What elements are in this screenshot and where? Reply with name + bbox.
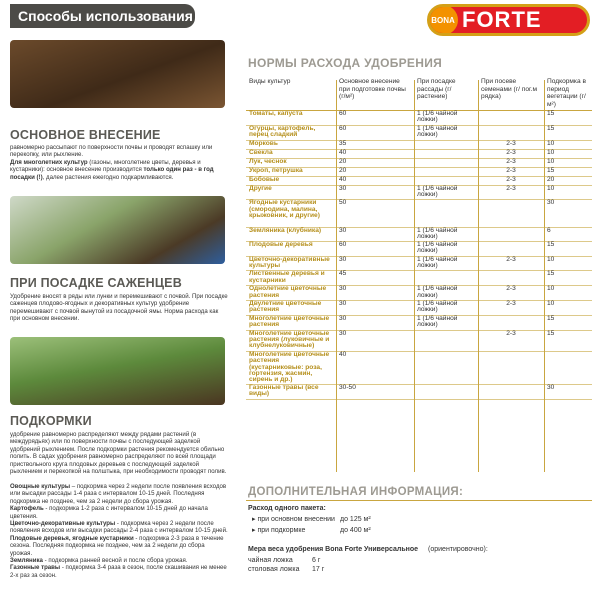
crop-name: Многолетние цветочные растения (луковичные и клубнелуковичные): [246, 330, 336, 351]
norms-row: [246, 286, 592, 301]
basic-rate: 40: [336, 176, 414, 185]
basic-text: равномерно рассыпают по поверхности почвы и проводят вспашку или перекопку, или рыхление. Для многолетних культур (газоны, многолетние цветы, деревья и кустарники): основное внесение производится только один раз - в год посадки (!), далее растения ежегодно подкармливаются.: [10, 144, 214, 181]
norms-row: [246, 300, 592, 315]
sowing-rate: [478, 384, 544, 399]
feeding-rate: 10: [544, 185, 592, 200]
additional-title: ДОПОЛНИТЕЛЬНАЯ ИНФОРМАЦИЯ:: [248, 486, 464, 498]
norms-row: [246, 227, 592, 241]
crop-name: Многолетние цветочные растения (кустарниковые: роза, гортензия, жасмин, сирень и др.): [246, 351, 336, 384]
basic-rate: 50: [336, 200, 414, 228]
tablespoon-value: 17 г: [312, 566, 325, 573]
basic-rate: 30: [336, 330, 414, 351]
feeding-rate: 30: [544, 384, 592, 399]
basic-rate: 60: [336, 111, 414, 126]
teaspoon-value: 6 г: [312, 557, 321, 564]
feeding-rate: 15: [544, 111, 592, 126]
crop-name: Свекла: [246, 149, 336, 158]
sowing-rate: [478, 111, 544, 126]
brand-name: FORTE: [462, 7, 542, 32]
header-title: Способы использования: [18, 8, 193, 24]
feeding-rate: 6: [544, 227, 592, 241]
feeding-rate: 10: [544, 300, 592, 315]
feeding-rate: 15: [544, 167, 592, 176]
feeding-items: [10, 483, 228, 579]
sowing-rate: 2-3: [478, 140, 544, 149]
norms-row: [246, 125, 592, 140]
basic-rate: 30-50: [336, 384, 414, 399]
basic-rate: 35: [336, 140, 414, 149]
feeding-rate: 10: [544, 140, 592, 149]
seedling-photo: [10, 196, 225, 264]
brand-logo: [427, 4, 590, 36]
crop-name: Цветочно-декоративные культуры: [246, 256, 336, 271]
norms-row: [246, 111, 592, 126]
norms-row: [246, 158, 592, 167]
feeding-rate: 15: [544, 271, 592, 286]
crop-name: Двулетние цветочные растения: [246, 300, 336, 315]
basic-rate: 40: [336, 149, 414, 158]
planting-rate: 1 (1/6 чайной ложки): [414, 227, 478, 241]
planting-rate: 1 (1/6 чайной ложки): [414, 241, 478, 256]
crop-name: Морковь: [246, 140, 336, 149]
norms-row: [246, 271, 592, 286]
planting-rate: 1 (1/6 чайной ложки): [414, 185, 478, 200]
sowing-rate: 2-3: [478, 286, 544, 301]
measure-heading: Мера веса удобрения Bona Forte Универсальное (ориентировочно):: [248, 546, 488, 553]
sowing-rate: [478, 241, 544, 256]
planting-rate: 1 (1/6 чайной ложки): [414, 111, 478, 126]
basic-rate: 20: [336, 167, 414, 176]
pack-usage-feeding-value: до 400 м²: [340, 527, 371, 534]
sowing-rate: 2-3: [478, 167, 544, 176]
crop-name: Лук, чеснок: [246, 158, 336, 167]
pack-usage-basic-value: до 125 м²: [340, 516, 371, 523]
feeding-rate: 10: [544, 256, 592, 271]
norms-row: [246, 140, 592, 149]
crop-name: Томаты, капуста: [246, 111, 336, 126]
table-divider: [336, 80, 337, 472]
teaspoon-label: чайная ложка: [248, 557, 293, 564]
sowing-rate: 2-3: [478, 158, 544, 167]
planting-rate: 1 (1/6 чайной ложки): [414, 315, 478, 330]
planting-rate: 1 (1/6 чайной ложки): [414, 300, 478, 315]
norms-row: [246, 315, 592, 330]
norms-row: [246, 185, 592, 200]
feeding-rate: 10: [544, 149, 592, 158]
sowing-rate: 2-3: [478, 330, 544, 351]
feeding-text: удобрение равномерно распределяют между рядами растений (в междурядьях) или по поверхности почвы с последующей заделкой удобрений рыхлением. После подкормки растения рекомендуется обильно полить. В садах удобрения равномерно распределяют по всей площади приствольного круга плодовых деревьев с последующей заделкой рыхлением и перекопкой на полштыка, при необходимости проводят полив.: [10, 431, 227, 476]
feeding-rate: 30: [544, 200, 592, 228]
sowing-rate: [478, 351, 544, 384]
basic-rate: 30: [336, 300, 414, 315]
sowing-rate: [478, 315, 544, 330]
basic-rate: 30: [336, 185, 414, 200]
tomato-plant-photo: [10, 337, 225, 405]
norms-row: [246, 176, 592, 185]
basic-rate: 30: [336, 256, 414, 271]
norms-header-cell: При посеве семенами (г/ пог.м рядка): [478, 76, 544, 111]
table-divider: [414, 80, 415, 472]
feeding-item: Картофель - подкормка 1-2 раза с интервалом 10-15 дней до начала цветения.: [10, 505, 208, 520]
crop-name: Ягодные кустарники (смородина, малина, крыжовник, и другие): [246, 200, 336, 228]
feeding-rate: [544, 351, 592, 384]
sowing-rate: 2-3: [478, 149, 544, 158]
feeding-rate: 15: [544, 125, 592, 140]
feeding-item: Газонные травы - подкормка 3-4 раза в сезон, после скашивания не менее 2-х раз за сезон.: [10, 564, 227, 579]
sowing-rate: 2-3: [478, 185, 544, 200]
planting-rate: [414, 200, 478, 228]
crop-name: Газонные травы (все виды): [246, 384, 336, 399]
sowing-rate: 2-3: [478, 300, 544, 315]
crop-name: Другие: [246, 185, 336, 200]
basic-rate: 20: [336, 158, 414, 167]
crop-name: Плодовые деревья: [246, 241, 336, 256]
sowing-rate: [478, 271, 544, 286]
basic-rate: 40: [336, 351, 414, 384]
basic-rate: 45: [336, 271, 414, 286]
crop-name: Земляника (клубника): [246, 227, 336, 241]
crop-name: Однолетние цветочные растения: [246, 286, 336, 301]
norms-row: [246, 167, 592, 176]
table-divider: [544, 80, 545, 472]
planting-rate: [414, 140, 478, 149]
planting-rate: 1 (1/6 чайной ложки): [414, 286, 478, 301]
basic-rate: 60: [336, 125, 414, 140]
norms-row: [246, 384, 592, 399]
feeding-item: Плодовые деревья, ягодные кустарники - подкормка 2-3 раза в течение сезона. Последняя подкормка не позднее, чем за 2 недели до сбора урожая.: [10, 534, 224, 557]
pack-usage: Расход одного пакета:: [248, 505, 326, 512]
sowing-rate: 2-3: [478, 256, 544, 271]
planting-rate: [414, 158, 478, 167]
norms-title: НОРМЫ РАСХОДА УДОБРЕНИЯ: [248, 56, 443, 70]
sowing-rate: [478, 227, 544, 241]
pack-usage-feeding: ▸ при подкормке: [252, 527, 306, 534]
planting-rate: [414, 149, 478, 158]
crop-name: Лиственные деревья и кустарники: [246, 271, 336, 286]
norms-header-cell: Подкормка в период вегетации (г/м²): [544, 76, 592, 111]
planting-title: ПРИ ПОСАДКЕ САЖЕНЦЕВ: [10, 276, 182, 290]
norms-header-row: [246, 76, 592, 111]
crop-name: Укроп, петрушка: [246, 167, 336, 176]
tablespoon-label: столовая ложка: [248, 566, 300, 573]
feeding-rate: 10: [544, 158, 592, 167]
planting-rate: 1 (1/6 чайной ложки): [414, 256, 478, 271]
norms-table: [246, 76, 592, 400]
basic-rate: 60: [336, 241, 414, 256]
crop-name: Бобовые: [246, 176, 336, 185]
feeding-rate: 15: [544, 315, 592, 330]
planting-rate: [414, 271, 478, 286]
feeding-title: ПОДКОРМКИ: [10, 414, 92, 428]
planting-rate: [414, 176, 478, 185]
norms-row: [246, 149, 592, 158]
basic-rate: 30: [336, 286, 414, 301]
planting-rate: [414, 167, 478, 176]
feeding-rate: 20: [544, 176, 592, 185]
soil-photo: [10, 40, 225, 108]
basic-rate: 30: [336, 315, 414, 330]
basic-rate: 30: [336, 227, 414, 241]
basic-title: ОСНОВНОЕ ВНЕСЕНИЕ: [10, 128, 161, 142]
norms-row: [246, 351, 592, 384]
pack-usage-basic: ▸ при основном внесении: [252, 516, 335, 523]
norms-header-cell: При посадке рассады (г/растение): [414, 76, 478, 111]
feeding-rate: 10: [544, 286, 592, 301]
feeding-item: Цветочно-декоративные культуры - подкормка через 2 недели после появления всходов или высадки рассады 2-4 раза с интервалом 10-15 дней.: [10, 520, 228, 535]
planting-rate: [414, 384, 478, 399]
brand-bona-badge: BONA: [428, 5, 458, 35]
feeding-item: Овощные культуры – подкормка через 2 недели после появления всходов или высадки рассады 1-4 раза с интервалом 10-15 дней. Последняя подкормка не позднее, чем за 2 недели до сбора урожая.: [10, 483, 227, 505]
planting-rate: [414, 351, 478, 384]
table-divider: [478, 80, 479, 472]
crop-name: Многолетние цветочные растения: [246, 315, 336, 330]
planting-rate: 1 (1/6 чайной ложки): [414, 125, 478, 140]
feeding-item: Земляника - подкормка ранней весной и после сбора урожая.: [10, 557, 188, 565]
feeding-rate: 15: [544, 330, 592, 351]
norms-row: [246, 330, 592, 351]
norms-row: [246, 200, 592, 228]
sowing-rate: [478, 125, 544, 140]
header-bar: [10, 4, 195, 28]
norms-header-cell: Основное внесение при подготовке почвы (г/м²): [336, 76, 414, 111]
norms-row: [246, 241, 592, 256]
crop-name: Огурцы, картофель, перец сладкий: [246, 125, 336, 140]
norms-header-cell: Виды культур: [246, 76, 336, 111]
planting-rate: [414, 330, 478, 351]
feeding-rate: 15: [544, 241, 592, 256]
norms-row: [246, 256, 592, 271]
planting-text: Удобрение вносят в ряды или лунки и перемешивают с почвой. При посадке саженцев плодово-ягодных и декоративных культур удобрение перемешивают с почвой вынутой из посадочной ямы. Норма расхода как при основном внесении.: [10, 293, 228, 323]
additional-divider: [246, 500, 592, 501]
sowing-rate: 2-3: [478, 176, 544, 185]
sowing-rate: [478, 200, 544, 228]
